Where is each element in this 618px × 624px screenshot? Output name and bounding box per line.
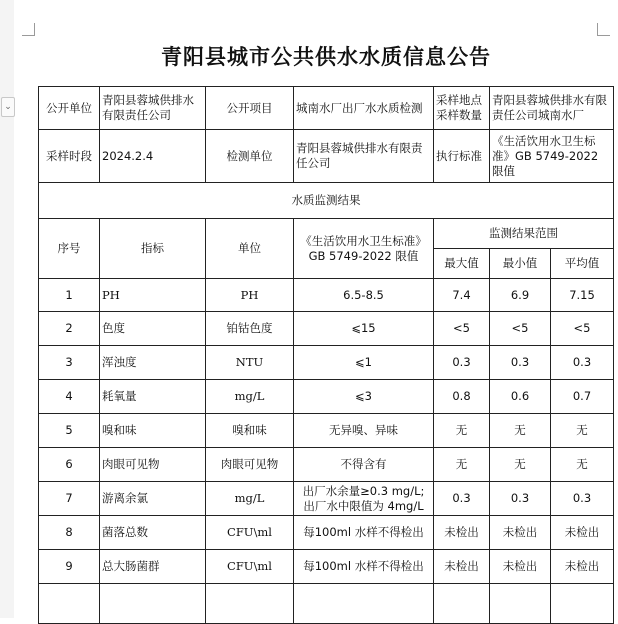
row-min: 6.9 xyxy=(490,279,551,312)
table-row xyxy=(39,482,614,516)
row-min: 0.6 xyxy=(490,380,551,414)
row-indicator: 嗅和味 xyxy=(100,414,206,448)
crop-mark-top-right xyxy=(597,23,610,36)
row-unit: 肉眼可见物 xyxy=(206,448,294,482)
unit-label: 检测单位 xyxy=(206,130,294,183)
item-label: 公开项目 xyxy=(206,87,294,130)
sampling-value: 青阳县蓉城供排水有限责任公司城南水厂 xyxy=(490,87,614,130)
row-avg: 0.3 xyxy=(551,482,614,516)
row-min: 无 xyxy=(490,448,551,482)
row-min: 无 xyxy=(490,414,551,448)
publisher-value: 青阳县蓉城供排水有限责任公司 xyxy=(100,87,206,130)
row-max: 0.3 xyxy=(434,346,490,380)
row-unit: mg/L xyxy=(206,380,294,414)
row-no: 3 xyxy=(39,346,100,380)
row-min: <5 xyxy=(490,312,551,346)
row-avg: 无 xyxy=(551,448,614,482)
table-row xyxy=(39,448,614,482)
row-no: 5 xyxy=(39,414,100,448)
row-indicator: 游离余氯 xyxy=(100,482,206,516)
table-row xyxy=(39,312,614,346)
header-no: 序号 xyxy=(39,219,100,279)
row-max: 7.4 xyxy=(434,279,490,312)
row-indicator: 菌落总数 xyxy=(100,516,206,550)
water-quality-table xyxy=(38,86,614,624)
row-avg: 0.3 xyxy=(551,346,614,380)
row-unit: PH xyxy=(206,279,294,312)
row-avg: 0.7 xyxy=(551,380,614,414)
row-unit: NTU xyxy=(206,346,294,380)
page-title: 青阳县城市公共供水水质信息公告 xyxy=(161,45,491,69)
row-indicator: PH xyxy=(100,279,206,312)
time-value: 2024.2.4 xyxy=(100,130,206,183)
row-limit: 不得含有 xyxy=(294,448,434,482)
row-indicator: 总大肠菌群 xyxy=(100,550,206,584)
row-no: 1 xyxy=(39,279,100,312)
row-avg: 无 xyxy=(551,414,614,448)
chevron-down-icon[interactable]: ⌄ xyxy=(1,97,15,117)
row-unit: 铂钴色度 xyxy=(206,312,294,346)
header-min: 最小值 xyxy=(490,249,551,279)
row-limit: 无异嗅、异味 xyxy=(294,414,434,448)
unit-value: 青阳县蓉城供排水有限责任公司 xyxy=(294,130,434,183)
publisher-label: 公开单位 xyxy=(39,87,100,130)
row-avg: 7.15 xyxy=(551,279,614,312)
row-no: 7 xyxy=(39,482,100,516)
row-limit: ⩽3 xyxy=(294,380,434,414)
table-row xyxy=(39,380,614,414)
row-indicator: 浑浊度 xyxy=(100,346,206,380)
row-no: 9 xyxy=(39,550,100,584)
header-max: 最大值 xyxy=(434,249,490,279)
row-max: <5 xyxy=(434,312,490,346)
row-no: 6 xyxy=(39,448,100,482)
row-unit: mg/L xyxy=(206,482,294,516)
info-row-2 xyxy=(39,130,614,183)
row-indicator: 耗氧量 xyxy=(100,380,206,414)
row-limit: 每100ml 水样不得检出 xyxy=(294,516,434,550)
row-limit: 每100ml 水样不得检出 xyxy=(294,550,434,584)
row-avg: 未检出 xyxy=(551,550,614,584)
row-max: 未检出 xyxy=(434,516,490,550)
crop-mark-top-left xyxy=(22,23,35,36)
item-value: 城南水厂出厂水水质检测 xyxy=(294,87,434,130)
standard-label: 执行标准 xyxy=(434,130,490,183)
row-max: 无 xyxy=(434,414,490,448)
section-title: 水质监测结果 xyxy=(39,183,614,219)
header-unit: 单位 xyxy=(206,219,294,279)
time-label: 采样时段 xyxy=(39,130,100,183)
header-row-1 xyxy=(39,219,614,249)
header-limit: 《生活饮用水卫生标准》GB 5749-2022 限值 xyxy=(294,219,434,279)
row-limit: ⩽15 xyxy=(294,312,434,346)
row-limit: 6.5-8.5 xyxy=(294,279,434,312)
header-indicator: 指标 xyxy=(100,219,206,279)
table-row xyxy=(39,516,614,550)
row-unit: CFU\ml xyxy=(206,550,294,584)
row-unit: 嗅和味 xyxy=(206,414,294,448)
row-min: 未检出 xyxy=(490,516,551,550)
header-avg: 平均值 xyxy=(551,249,614,279)
table-row xyxy=(39,279,614,312)
row-unit: CFU\ml xyxy=(206,516,294,550)
row-min: 0.3 xyxy=(490,482,551,516)
row-indicator: 肉眼可见物 xyxy=(100,448,206,482)
row-no: 2 xyxy=(39,312,100,346)
table-row xyxy=(39,414,614,448)
row-limit: ⩽1 xyxy=(294,346,434,380)
info-row-1 xyxy=(39,87,614,130)
row-max: 0.8 xyxy=(434,380,490,414)
row-no: 8 xyxy=(39,516,100,550)
row-min: 0.3 xyxy=(490,346,551,380)
row-indicator: 色度 xyxy=(100,312,206,346)
row-avg: 未检出 xyxy=(551,516,614,550)
table-row xyxy=(39,346,614,380)
standard-value: 《生活饮用水卫生标准》GB 5749-2022 限值 xyxy=(490,130,614,183)
row-min: 未检出 xyxy=(490,550,551,584)
section-row xyxy=(39,183,614,219)
header-range: 监测结果范围 xyxy=(434,219,614,249)
row-avg: <5 xyxy=(551,312,614,346)
row-no: 4 xyxy=(39,380,100,414)
row-max: 无 xyxy=(434,448,490,482)
table-row xyxy=(39,550,614,584)
row-limit: 出厂水余量≥0.3 mg/L; 出厂水中限值为 4mg/L xyxy=(294,482,434,516)
row-max: 0.3 xyxy=(434,482,490,516)
row-max: 未检出 xyxy=(434,550,490,584)
sampling-label: 采样地点采样数量 xyxy=(434,87,490,130)
